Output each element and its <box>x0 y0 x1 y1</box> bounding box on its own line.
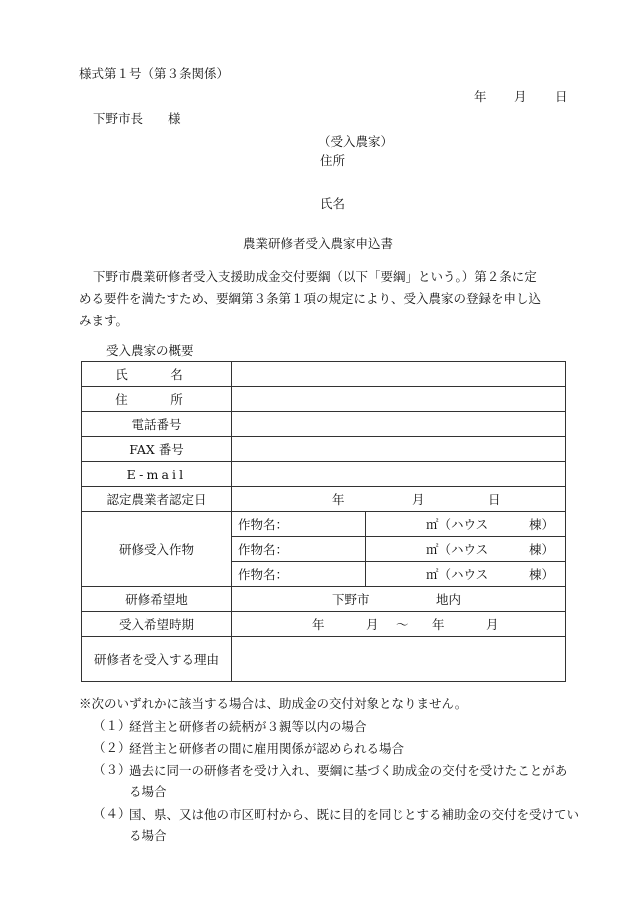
form-number: 様式第１号（第３条関係） <box>79 66 230 81</box>
applicant-heading: （受入農家） <box>318 134 394 149</box>
table-row-name <box>82 362 566 387</box>
table-row-crop-1 <box>82 512 566 537</box>
name-label: 氏 名 <box>82 362 232 387</box>
location-label: 研修希望地 <box>82 587 232 612</box>
phone-field[interactable] <box>232 412 566 437</box>
table-row-cert-date <box>82 487 566 512</box>
cert-date-field[interactable] <box>232 487 566 512</box>
date-month-label: 月 <box>514 89 527 104</box>
name-field[interactable] <box>232 362 566 387</box>
email-label: E-mail <box>82 462 232 487</box>
period-label: 受入希望時期 <box>82 612 232 637</box>
fax-label: FAX 番号 <box>82 437 232 462</box>
notes-title: ※次のいずれかに該当する場合は、助成金の交付対象となりません。 <box>79 696 468 711</box>
crop-1-name[interactable]: 作物名： <box>232 512 366 537</box>
location-city: 下野市 <box>332 592 370 607</box>
table-row-phone <box>82 412 566 437</box>
location-field[interactable] <box>232 587 566 612</box>
cert-month: 月 <box>412 492 425 507</box>
table-row-location <box>82 587 566 612</box>
crop-3-name[interactable]: 作物名： <box>232 562 366 587</box>
date-year-label: 年 <box>474 89 487 104</box>
table-row-address <box>82 387 566 412</box>
crop-1-area[interactable]: ㎡（ハウス 棟） <box>366 512 566 537</box>
address-label: 住 所 <box>82 387 232 412</box>
period-field[interactable]: 年 月 ～ 年 月 <box>232 612 566 637</box>
fax-field[interactable] <box>232 437 566 462</box>
table-row-fax <box>82 437 566 462</box>
cert-year: 年 <box>332 492 345 507</box>
cert-date-label: 認定農業者認定日 <box>82 487 232 512</box>
addressee: 下野市長 様 <box>93 111 181 126</box>
reason-field[interactable] <box>232 637 566 682</box>
crop-2-name[interactable]: 作物名： <box>232 537 366 562</box>
crops-label: 研修受入作物 <box>82 512 232 587</box>
location-suffix: 地内 <box>436 592 462 607</box>
date-day-label: 日 <box>555 89 568 104</box>
body-line-3: みます。 <box>79 313 129 328</box>
overview-label: 受入農家の概要 <box>106 343 194 358</box>
crop-3-area[interactable]: ㎡（ハウス 棟） <box>366 562 566 587</box>
crop-2-area[interactable]: ㎡（ハウス 棟） <box>366 537 566 562</box>
table-row-email <box>82 462 566 487</box>
body-paragraph <box>79 266 579 332</box>
cert-day: 日 <box>488 492 501 507</box>
email-field[interactable] <box>232 462 566 487</box>
phone-label: 電話番号 <box>82 412 232 437</box>
body-line-1: 下野市農業研修者受入支援助成金交付要綱（以下「要綱」という。）第２条に定 <box>93 269 537 284</box>
table-row-period <box>82 612 566 637</box>
page-title: 農業研修者受入農家申込書 <box>243 236 394 251</box>
application-table <box>81 361 566 682</box>
address-field[interactable] <box>232 387 566 412</box>
body-line-2: める要件を満たすため、要綱第３条第１項の規定により、受入農家の登録を申し込 <box>79 291 542 306</box>
table-row-reason <box>82 637 566 682</box>
applicant-address-label: 住所 <box>320 153 346 168</box>
applicant-name-label: 氏名 <box>320 196 346 211</box>
reason-label: 研修者を受入する理由 <box>82 637 232 682</box>
